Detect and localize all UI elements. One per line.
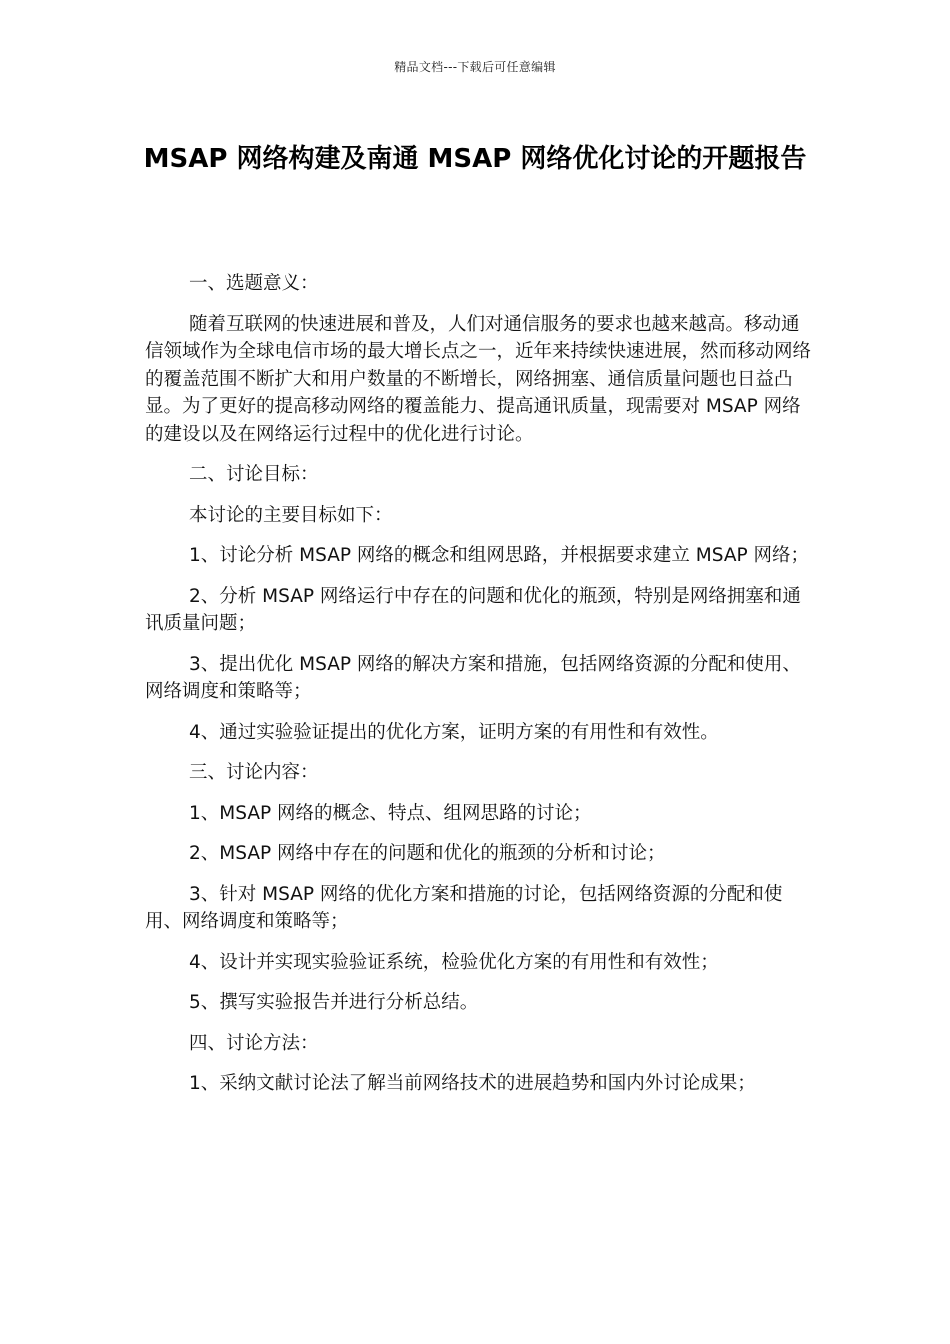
method-item: 1、采纳文献讨论法了解当前网络技术的进展趋势和国内外讨论成果； (189, 1073, 756, 1094)
objective-item: 2、分析 MSAP 网络运行中存在的问题和优化的瓶颈，特别是网络拥塞和通讯质量问题； (145, 585, 801, 634)
content-item: 4、设计并实现实验验证系统，检验优化方案的有用性和有效性； (189, 951, 719, 973)
objective-item: 3、提出优化 MSAP 网络的解决方案和措施，包括网络资源的分配和使用、网络调度和策略等； (145, 653, 801, 702)
content-item: 2、MSAP 网络中存在的问题和优化的瓶颈的分析和讨论； (189, 843, 666, 864)
content-item: 5、撰写实验报告并进行分析总结。 (189, 992, 479, 1013)
page-header: 精品文档---下载后可任意编辑 (394, 60, 556, 74)
document-title: MSAP 网络构建及南通 MSAP 网络优化讨论的开题报告 (143, 144, 807, 174)
paragraph-significance: 随着互联网的快速进展和普及，人们对通信服务的要求也越来越高。移动通信领域作为全球电信市场的最大增长点之一，近年来持续快速进展，然而移动网络的覆盖范围不断扩大和用户数量的不断增长，网络拥塞、通信质量问题也日益凸显。为了更好的提高移动网络的覆盖能力、提高通讯质量，现需要对 MSAP 网络的建设以及在网络运行过程中的优化进行讨论。 (145, 313, 812, 445)
section-heading-significance: 一、选题意义： (189, 273, 319, 294)
section-heading-objectives: 二、讨论目标： (189, 464, 319, 485)
content-item: 1、MSAP 网络的概念、特点、组网思路的讨论； (189, 802, 592, 824)
paragraph-objectives-intro: 本讨论的主要目标如下： (189, 504, 393, 526)
section-heading-methods: 四、讨论方法： (189, 1032, 319, 1054)
objective-item: 4、通过实验验证提出的优化方案，证明方案的有用性和有效性。 (189, 721, 719, 743)
content-item: 3、针对 MSAP 网络的优化方案和措施的讨论，包括网络资源的分配和使用、网络调度和策略等； (145, 883, 783, 932)
objective-item: 1、讨论分析 MSAP 网络的概念和组网思路，并根据要求建立 MSAP 网络； (189, 545, 810, 566)
section-heading-content: 三、讨论内容： (189, 762, 319, 783)
document-body (145, 270, 815, 1111)
